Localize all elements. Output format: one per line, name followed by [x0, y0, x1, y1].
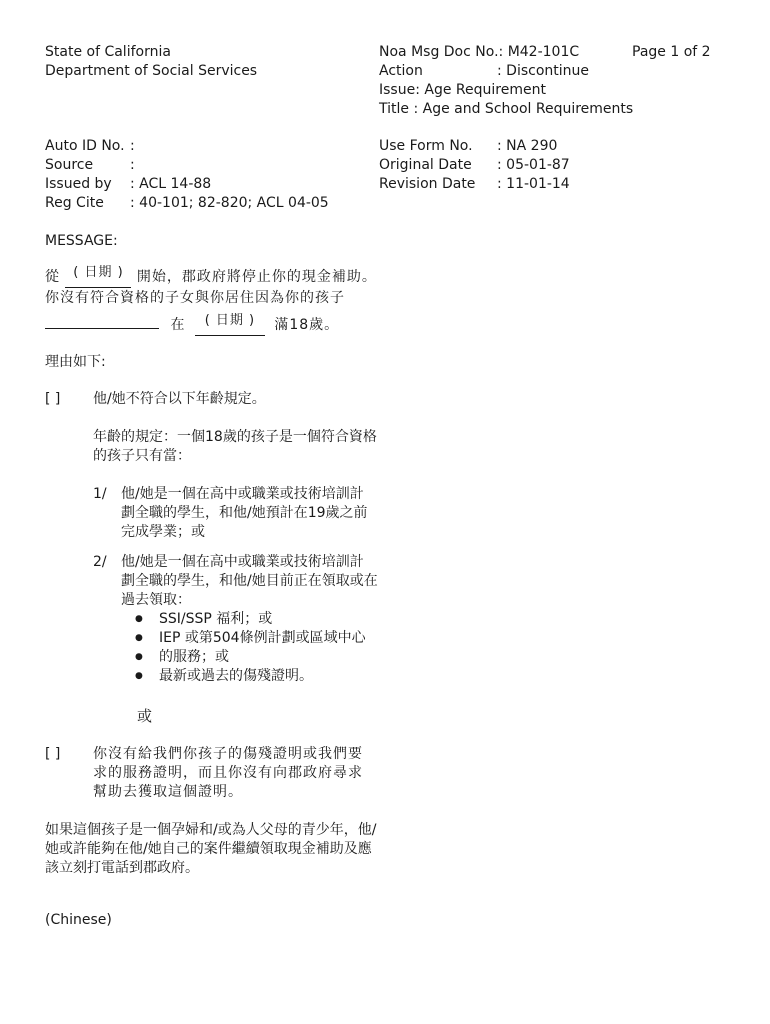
reg-cite-label: Reg Cite: [45, 195, 104, 211]
intro-from: 從: [45, 269, 60, 285]
child-name-blank[interactable]: [45, 312, 159, 329]
issued-by-label: Issued by: [45, 176, 112, 192]
issued-by-value: : ACL 14-88: [130, 176, 212, 192]
revision-date-value: : 11-01-14: [497, 176, 570, 192]
language-tag: (Chinese): [45, 912, 112, 928]
use-form-label: Use Form No.: [379, 138, 473, 154]
closing-paragraph: [45, 821, 376, 878]
disability-proof-line-1: 你沒有給我們你孩子的傷殘證明或我們要: [93, 746, 363, 762]
original-date-label: Original Date: [379, 157, 472, 173]
intro-line2: 你沒有符合資格的子女與你居住因為你的孩子: [45, 290, 345, 306]
item2-text: [121, 553, 378, 610]
date-blank-1-hint: ( 日期 ): [73, 265, 124, 280]
intro-line3-rest: 滿18歲。: [274, 317, 340, 333]
state-name: State of California: [45, 44, 171, 60]
age-reason-text: 他/她不符合以下年齡規定。: [93, 391, 266, 407]
page-number: Page 1 of 2: [632, 44, 711, 60]
item1-line-3: 完成學業；或: [121, 524, 205, 540]
benefit-list: [135, 610, 366, 686]
closing-line-2: 她或許能夠在他/她自己的案件繼續領取現金補助及應: [45, 841, 372, 857]
item2-line-3: 過去領取：: [121, 592, 191, 608]
checkbox-age[interactable]: [ ]: [45, 391, 61, 407]
meta-right: [379, 137, 570, 194]
bullet-iep-cont-text: 的服務；或: [159, 649, 229, 665]
action-value: : Discontinue: [497, 63, 590, 79]
message-label: MESSAGE:: [45, 233, 118, 249]
disability-proof-line-2: 求的服務證明，而且你沒有向郡政府尋求: [93, 765, 363, 781]
disability-proof-line-3: 幫助去獲取這個證明。: [93, 784, 243, 800]
intro-paragraph: [45, 265, 405, 333]
item1-number: 1/: [93, 486, 107, 502]
reason-heading: 理由如下:: [45, 354, 106, 370]
bullet-iep-cont: [135, 648, 366, 667]
closing-line-1: 如果這個孩子是一個孕婦和/或為人父母的青少年，他/: [45, 822, 377, 838]
revision-date-label: Revision Date: [379, 176, 476, 192]
checkbox-disability-proof[interactable]: [ ]: [45, 746, 61, 762]
bullet-ssi: ● SSI/SSP 福利；或: [135, 610, 366, 629]
age-rule: [93, 428, 377, 466]
action-label: Action: [379, 63, 423, 79]
meta-left: [45, 137, 329, 213]
doc-info-header: [379, 43, 633, 119]
disability-proof-text: [93, 745, 363, 802]
bullet-iep: ● IEP 或第504條例計劃或區域中心: [135, 629, 366, 648]
item1-line-1: 他/她是一個在高中或職業或技術培訓計: [121, 486, 364, 502]
reg-cite-value: : 40-101; 82-820; ACL 04-05: [130, 195, 329, 211]
auto-id-label: Auto ID No.: [45, 138, 125, 154]
date-blank-2-hint: ( 日期 ): [204, 313, 256, 328]
item2-line-2: 劃全職的學生，和他/她目前正在領取或在: [121, 573, 378, 589]
date-blank-1[interactable]: [65, 265, 131, 288]
intro-at: 在: [170, 317, 186, 333]
age-rule-line-2: 的孩子只有當：: [93, 448, 191, 464]
source-label: Source: [45, 157, 94, 173]
doc-no-label: Noa Msg Doc No.:: [379, 44, 504, 60]
department-name: Department of Social Services: [45, 63, 258, 79]
use-form-value: : NA 290: [497, 138, 558, 154]
item1-text: [121, 485, 368, 542]
issue-line: Issue: Age Requirement: [379, 82, 546, 98]
date-blank-2[interactable]: [195, 313, 265, 336]
auto-id-value: :: [130, 138, 135, 154]
item2-line-1: 他/她是一個在高中或職業或技術培訓計: [121, 554, 364, 570]
age-rule-line-1: 年齡的規定：一個18歲的孩子是一個符合資格: [93, 429, 377, 445]
title-line: Title : Age and School Requirements: [379, 101, 634, 117]
source-value: :: [130, 157, 135, 173]
or-separator: 或: [137, 707, 153, 725]
closing-line-3: 該立刻打電話到郡政府。: [45, 860, 199, 876]
agency-header: [45, 43, 257, 81]
intro-line1-rest: 開始，郡政府將停止你的現金補助。: [136, 269, 377, 285]
original-date-value: : 05-01-87: [497, 157, 570, 173]
bullet-disability: ● 最新或過去的傷殘證明。: [135, 667, 366, 686]
item1-line-2: 劃全職的學生，和他/她預計在19歲之前: [121, 505, 368, 521]
doc-no-value: M42-101C: [507, 44, 580, 60]
item2-number: 2/: [93, 554, 107, 570]
